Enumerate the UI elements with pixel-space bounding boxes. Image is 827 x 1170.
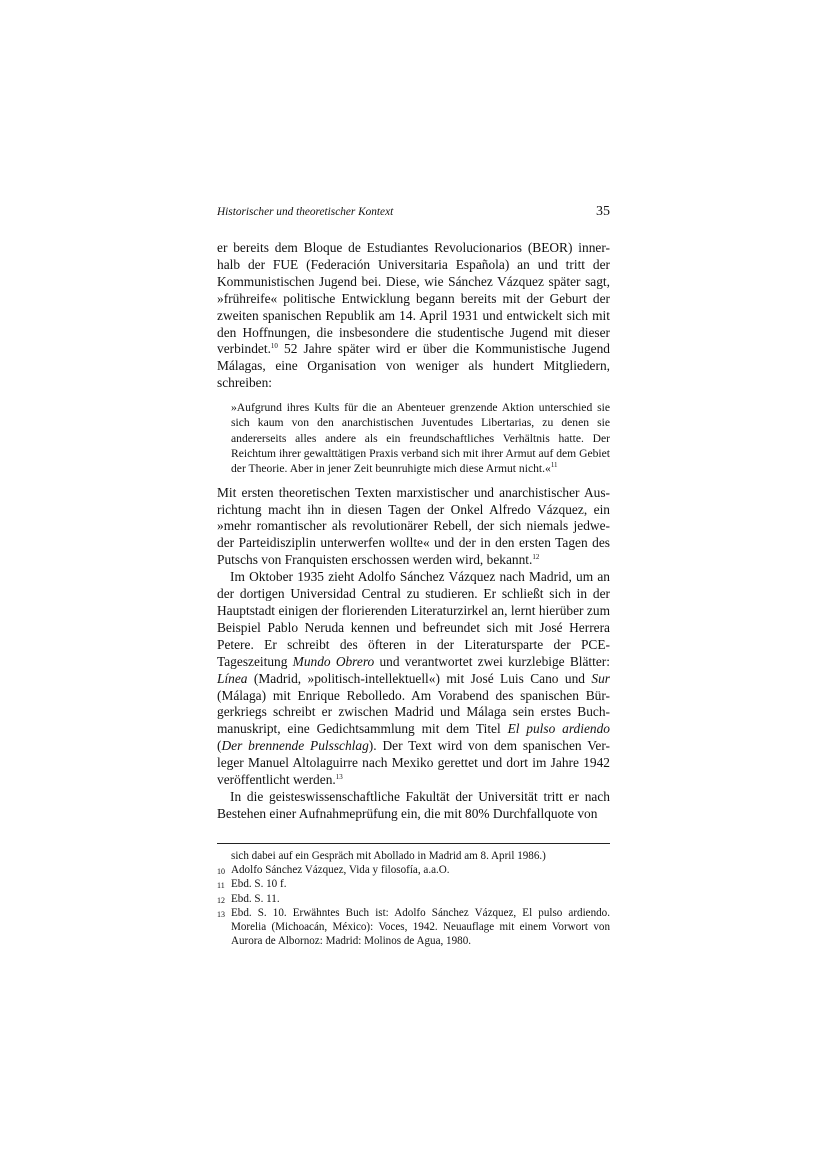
footnote-marker: 12 [532,553,540,562]
paragraph: Mit ersten theoretischen Texten marxistischer und anarchistischer Aus-richtung macht ihn in diesen Tagen der Onkel Alfredo Vázquez, ein »mehr romantischer als revolutionärer Rebell, der sich niemals jedwe-der Parteidisziplin unterwerfen wollte« und der in den ersten Tagen des Putschs von Franquisten erschossen werden wird, bekannt.$^{12}$ [217,484,610,568]
footnote-number: 10 [217,866,225,876]
running-header [217,204,610,226]
running-title: Historischer und theoretischer Kontext [217,206,394,218]
footnote-separator [217,843,610,844]
page-content [217,204,610,823]
footnote [217,893,610,908]
footnote-number: 13 [217,910,225,920]
footnote-text: Ebd. S. 10. Erwähntes Buch ist: Adolfo Sánchez Vázquez, El pulso ardiendo. Morelia (Michoacán, México): Voces, 1942. Neuauflage mit einem Vorwort von Aurora de Albornoz: Madrid: Molinos de Agua, 1980. [231,907,610,947]
footnote-marker: 10 [270,342,278,351]
footnote-marker: 11 [550,461,558,470]
footnote [217,864,610,879]
footnote [217,907,610,948]
footnote-text: Ebd. S. 11. [231,892,280,905]
paragraph: er bereits dem Bloque de Estudiantes Revolucionarios (BEOR) inner-halb der FUE (Federación Universitaria Española) an und tritt der Kommunistischen Jugend bei. Diese, wie Sánchez Vázquez später sagt, »frühreife« politische Entwicklung begann bereits mit der Geburt der zweiten spanischen Republik am 14. April 1931 und entwickelt sich mit den Hoffnungen, die insbesondere die studentische Jugend mit dieser verbindet.$^{10}$ 52 Jahre später wird er über die Kommunistische Jugend Málagas, eine Organisation von weniger als hundert Mitgliedern, schreiben: [217,240,610,391]
body-text [217,240,610,823]
footnote-marker: 13 [335,773,343,782]
footnotes [217,850,610,948]
paragraph: In die geisteswissenschaftliche Fakultät der Universität tritt er nach Bestehen einer Aufnahmeprüfung ein, die mit 80% Durchfallquote von [217,788,610,821]
footnote-continuation: sich dabei auf ein Gespräch mit Abollado in Madrid am 8. April 1986.) [231,850,546,862]
footnote-text: Ebd. S. 10 f. [231,878,287,891]
paragraph: Im Oktober 1935 zieht Adolfo Sánchez Vázquez nach Madrid, um an der dortigen Universidad Central zu studieren. Er schließt sich in der Hauptstadt einigen der florierenden Literaturzirkel an, lernt hierüber zum Beispiel Pablo Neruda kennen und befreundet sich mit José Herrera Petere. Er schreibt des öfteren in der Literatursparte der PCE-Tageszeitung Mundo Obrero und verantwortet zwei kurzlebige Blätter: Línea (Madrid, »politisch-intellektuell«) mit José Luis Cano und Sur (Málaga) mit Enrique Rebolledo. Am Vorabend des spanischen Bür-gerkriegs schreibt er zwischen Madrid und Málaga sein erstes Buch-manuskript, eine Gedichtsammlung mit dem Titel El pulso ardiendo (Der brennende Pulsschlag). Der Text wird von dem spanischen Ver-leger Manuel Altolaguirre nach Mexiko gerettet und dort im Jahre 1942 veröffentlicht werden.$^{13}$ [217,569,610,788]
footnote [217,878,610,893]
footnote-text: Adolfo Sánchez Vázquez, Vida y filosofía, a.a.O. [231,863,450,876]
footnote-number: 11 [217,881,225,891]
footnote-number: 12 [217,895,225,905]
block-quote: »Aufgrund ihres Kults für die an Abenteuer grenzende Aktion unterschied sie sich kaum von den anarchistischen Juventudes Libertarias, zu denen sie andererseits alles andere als ein freundschaftliches Verhältnis hatte. Der Reichtum ihrer gewalttätigen Praxis verband sich mit ihrer Armut auf dem Gebiet der Theorie. Aber in jener Zeit beunruhigte mich diese Armut nicht.«$^{11}$ [231,401,610,476]
page-number: 35 [596,204,610,219]
